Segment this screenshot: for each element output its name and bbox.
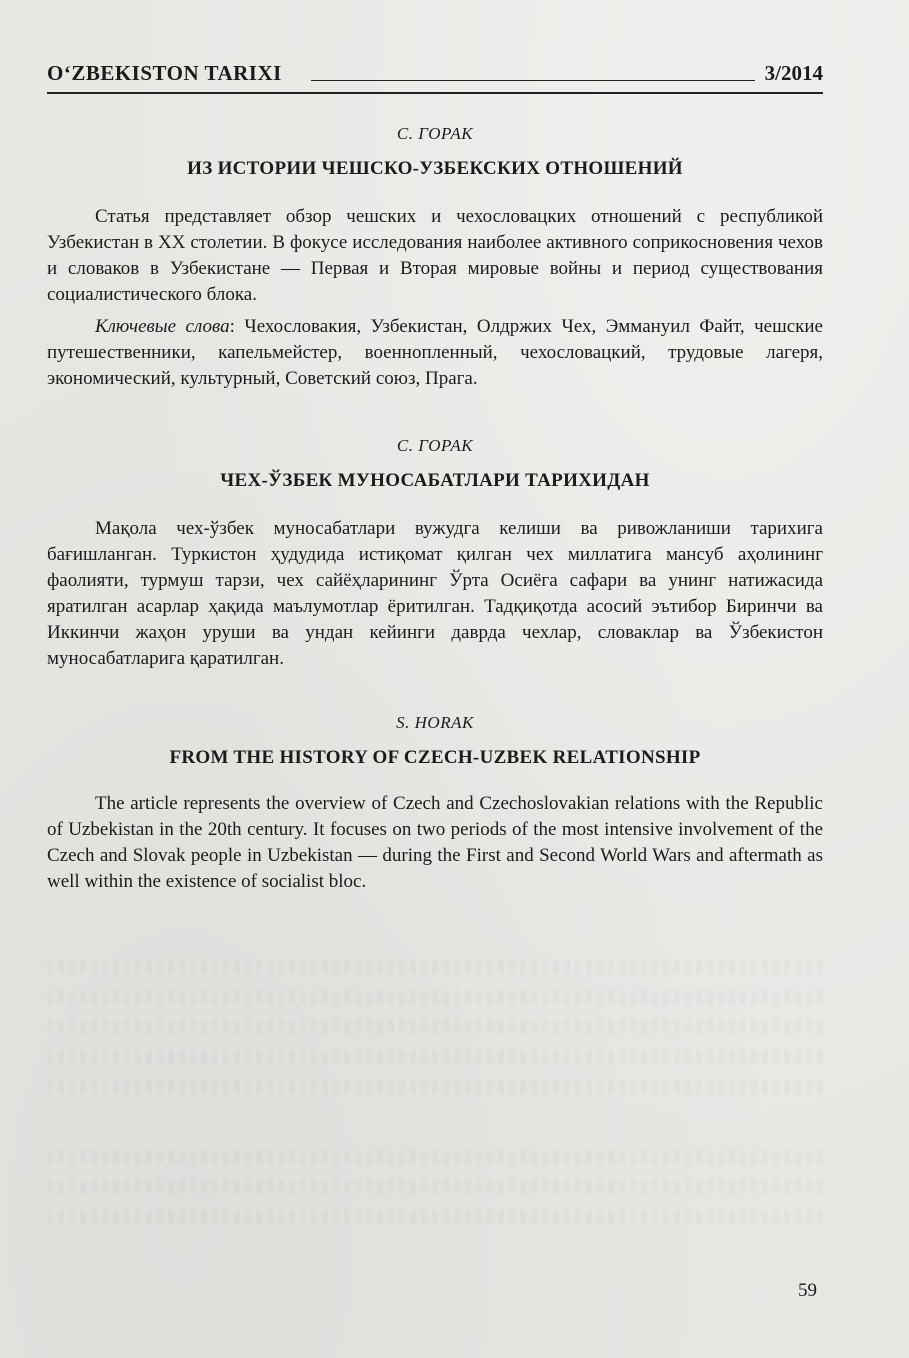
article-title: ЧЕХ-ЎЗБЕК МУНОСАБАТЛАРИ ТАРИХИДАН — [220, 470, 650, 491]
show-through-texture — [47, 1210, 823, 1224]
article-title: FROM THE HISTORY OF CZECH-UZBEK RELATIONSHIP — [169, 747, 701, 768]
running-header — [47, 60, 823, 92]
abstract-text: Статья представляет обзор чешских и чехословацких отношений с республикой Узбекистан в XX столетии. В фокусе исследования наиболее активного соприкосновения чехов и словаков в Узбекистане — Первая и Вторая мировые войны и период существования социалистического блока. — [47, 206, 823, 305]
abstract-russian — [47, 124, 823, 392]
show-through-texture — [47, 990, 823, 1004]
page-number: 59 — [798, 1280, 817, 1301]
show-through-texture — [47, 960, 823, 974]
abstract-uzbek — [47, 436, 823, 672]
show-through-texture — [47, 1080, 823, 1094]
show-through-texture — [47, 1050, 823, 1064]
show-through-texture — [47, 1020, 823, 1034]
header-rule — [47, 92, 823, 94]
show-through-texture — [47, 1180, 823, 1194]
keywords — [47, 314, 823, 392]
keywords-label: Ключевые слова — [95, 316, 230, 337]
issue-number: 3/2014 — [764, 61, 823, 85]
show-through-texture — [47, 1150, 823, 1164]
article-title: ИЗ ИСТОРИИ ЧЕШСКО-УЗБЕКСКИХ ОТНОШЕНИЙ — [187, 158, 683, 179]
author-name: С. ГОРАК — [396, 124, 474, 143]
abstract-english — [47, 713, 823, 895]
header-fill-rule — [311, 80, 755, 81]
author-name: S. HORAK — [396, 713, 474, 732]
keywords-text: : Чехословакия, Узбекистан, Олдржих Чех, Эммануил Файт, чешские путешественники, капельмейстер, военнопленный, чехословацкий, трудовые лагеря, экономический, культурный, Советский союз, Прага. — [47, 316, 823, 389]
author-name: С. ГОРАК — [396, 436, 474, 455]
abstract-text: Мақола чех-ўзбек муносабатлари вужудга келиши ва ривожланиши тарихига бағишланган. Туркистон ҳудудида истиқомат қилган чех миллатига мансуб аҳолининг фаолияти, турмуш тарзи, чех сайёҳларининг Ўрта Осиёга сафари ва унинг натижасида яратилган асарлар ҳақида маълумотлар ёритилган. Тадқиқотда асосий эътибор Биринчи ва Иккинчи жаҳон уруши ва ундан кейинги даврда чехлар, словаклар ва Ўзбекистон муносабатларига қаратилган. — [47, 518, 823, 669]
journal-title: O‘ZBEKISTON TARIXI — [47, 61, 282, 85]
abstract-text: The article represents the overview of Czech and Czechoslovakian relations with the Republic of Uzbekistan in the 20th century. It focuses on two periods of the most intensive involvement of the Czech and Slovak people in Uzbekistan — during the First and Second World Wars and aftermath as well within the existence of socialist bloc. — [47, 793, 823, 892]
